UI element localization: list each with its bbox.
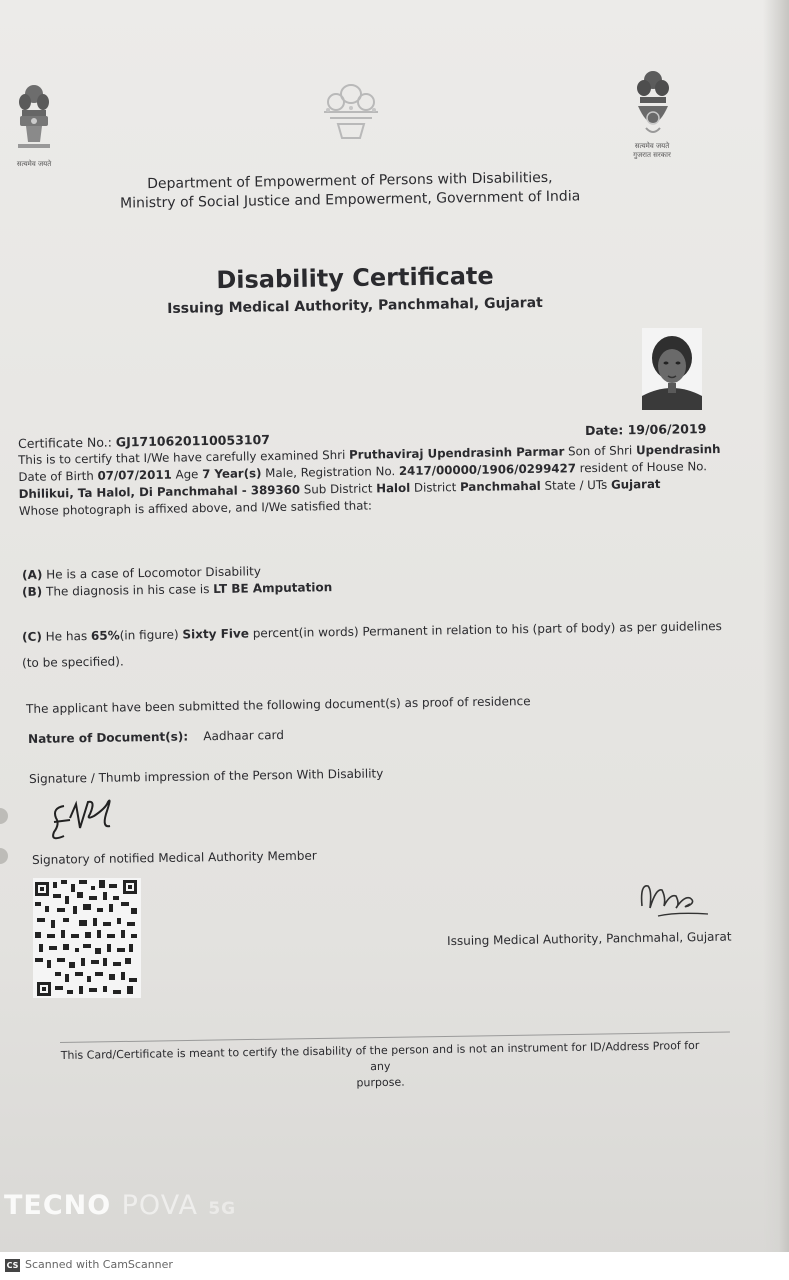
issuing-authority-label: Issuing Medical Authority, Panchmahal, Gujarat	[447, 929, 732, 948]
emblem-right-icon	[632, 70, 674, 140]
camscanner-label: Scanned with CamScanner	[25, 1258, 173, 1271]
text: State / UTs	[540, 477, 612, 493]
authority-signature-icon	[636, 878, 716, 926]
footer-line-1: This Card/Certificate is meant to certify the disability of the person and is not an instrument for ID/Address Proof for any	[60, 1038, 700, 1074]
emblem-left-icon	[14, 82, 54, 160]
text: The diagnosis in his case is	[42, 581, 214, 599]
footer-line-2: purpose.	[356, 1075, 405, 1090]
camera-model: POVA	[121, 1190, 198, 1221]
signatory-label: Signatory of notified Medical Authority Member	[32, 848, 317, 867]
text: This is to certify that I/We have carefully examined Shri	[18, 447, 350, 467]
applicant-name: Pruthaviraj Upendrasinh Parmar	[348, 444, 565, 462]
document-row	[28, 728, 284, 746]
camera-suffix: 5G	[208, 1199, 237, 1219]
text: Male, Registration No.	[261, 464, 400, 481]
diagnosis: LT BE Amputation	[213, 580, 333, 596]
department-heading	[110, 168, 591, 214]
scanner-footer-bar	[0, 1252, 789, 1280]
clause-c-continued: (to be specified).	[22, 654, 124, 670]
text: District	[410, 480, 461, 495]
cert-no-label: Certificate No.:	[17, 434, 112, 451]
document-value: Aadhaar card	[203, 727, 284, 744]
emblem-right-caption-2: गुजरात सरकार	[633, 151, 671, 159]
text: resident of House No.	[575, 459, 708, 476]
disability-type: He is a case of Locomotor Disability	[42, 564, 262, 582]
text: percent(in words) Permanent in relation to his (part of body) as per guidelines	[248, 619, 722, 641]
clause-label: (A)	[22, 567, 43, 582]
page-subtitle: Issuing Medical Authority, Panchmahal, Gujarat	[167, 295, 543, 317]
document-label: Nature of Document(s):	[28, 729, 189, 746]
clause-c	[22, 619, 722, 644]
certificate-date: Date: 19/06/2019	[584, 421, 707, 438]
clause-a	[22, 564, 261, 582]
page-title: Disability Certificate	[216, 261, 494, 295]
qr-code-icon	[33, 878, 141, 998]
ministry-line: Ministry of Social Justice and Empowerment, Government of India	[119, 188, 581, 212]
district: Panchmahal	[459, 478, 541, 495]
certification-paragraph	[18, 441, 719, 520]
emblem-left-caption: सत्यमेव जयते	[16, 160, 52, 168]
date-of-birth: 07/07/2011	[97, 467, 172, 483]
clause-label: (B)	[22, 584, 43, 599]
state: Gujarat	[610, 476, 661, 492]
disability-percent-words: Sixty Five	[182, 626, 250, 642]
body-line-4: Whose photograph is affixed above, and I/We satisfied that:	[18, 498, 373, 518]
punch-hole	[0, 808, 8, 824]
department-line: Department of Empowerment of Persons with Disabilities,	[147, 169, 553, 193]
footer-disclaimer	[60, 1038, 701, 1096]
camera-watermark	[4, 1190, 236, 1221]
text: He has	[41, 628, 92, 644]
cert-no-value: GJ1710620110053107	[115, 432, 271, 450]
camscanner-logo-icon: CS	[6, 1261, 19, 1270]
residence-intro: The applicant have been submitted the following document(s) as proof of residence	[26, 694, 531, 716]
clause-label: (C)	[22, 629, 42, 644]
faded-emblem-icon	[316, 80, 386, 142]
text: Age	[171, 467, 203, 482]
registration-number: 2417/00000/1906/0299427	[398, 461, 577, 479]
text: (in figure)	[119, 627, 183, 643]
father-name: Upendrasinh	[635, 441, 721, 458]
thumb-impression-label: Signature / Thumb impression of the Person With Disability	[29, 766, 384, 786]
emblem-right-caption-1: सत्यमेव जयते	[634, 142, 670, 150]
punch-hole	[0, 848, 8, 864]
camera-brand: TECNO	[4, 1190, 112, 1221]
applicant-signature-icon	[50, 798, 120, 850]
sub-district: Halol	[376, 480, 411, 496]
age: 7 Year(s)	[202, 466, 262, 482]
text: Sub District	[299, 481, 377, 497]
address: Dhilikui, Ta Halol, Di Panchmahal - 389360	[18, 482, 301, 501]
text: Date of Birth	[18, 468, 98, 484]
disability-percent: 65%	[90, 628, 120, 643]
clause-b	[22, 580, 332, 599]
text: Son of Shri	[564, 443, 637, 459]
applicant-photo	[642, 328, 702, 410]
paper-edge-shadow	[763, 0, 789, 1252]
